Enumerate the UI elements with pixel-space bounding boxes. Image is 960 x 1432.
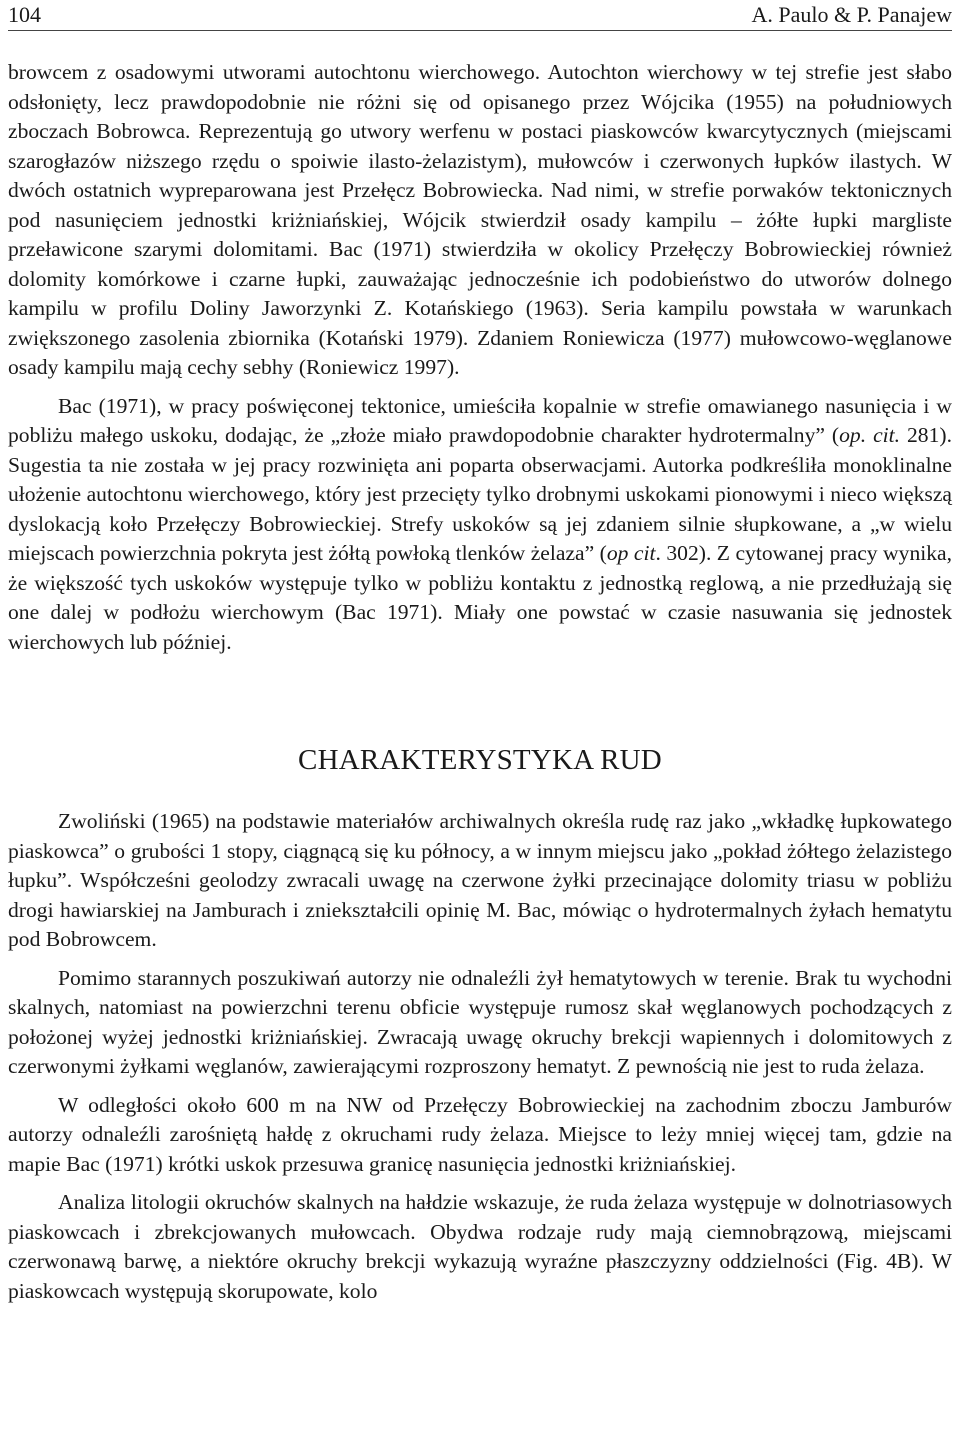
paragraph [8, 1091, 952, 1180]
paragraph [8, 392, 952, 658]
running-head: A. Paulo & P. Panajew [751, 2, 952, 27]
page-header [8, 2, 952, 31]
italic-citation: op. cit. [839, 423, 901, 447]
text-run: browcem z osadowymi utworami autochtonu wierchowego. Autochton wierchowy w tej strefie jest słabo odsłonięty, lecz prawdopodobnie nie różni się od opisanego przez Wójcika (1955) na południowych zboczach Bobrowca. Reprezentują go utwory werfenu w postaci piaskowców kwarcytycznych (miejscami szarogłazów niższego rzędu o spoiwie ilasto-żelazistym), mułowców i czerwonych łupków ilastych. W dwóch ostatnich wypreparowana jest Przełęcz Bobrowiecka. Nad nimi, w strefie porwaków tektonicznych pod nasunięciem jednostki kriżniańskiej, Wójcik stwierdził osady kampilu – żółte łupki margliste przeławicone szarymi dolomitami. Bac (1971) stwierdziła w okolicy Przełęczy Bobrowieckiej również dolomity komórkowe i czarne łupki, zauważając jednocześnie ich podobieństwo do utworów dolnego kampilu w profilu Doliny Jaworzynki Z. Kotańskiego (1963). Seria kampilu powstała w warunkach zwiększonego zasolenia zbiornika (Kotański 1979). Zdaniem Roniewicza (1977) mułowcowo-węglanowe osady kampilu mają cechy sebhy (Roniewicz 1997). [8, 60, 952, 379]
paragraph [8, 58, 952, 383]
paragraph [8, 807, 952, 955]
paragraph [8, 1188, 952, 1306]
page-body [8, 58, 952, 1306]
text-run: 281). Sugestia ta nie została w jej pracy rozwinięta ani poparta obserwacjami. Autorka podkreśliła monoklinalne ułożenie autochtonu wierchowego, który jest przecięty tylko drobnymi uskokami pionowymi i nieco większą dyslokacją koło Przełęczy Bobrowieckiej. Strefy uskoków są jej zdaniem silnie słupkowane, a „w wielu miejscach powierzchnia pokryta jest żółtą powłoką tlenków żelaza” ( [8, 423, 952, 565]
italic-citation: op cit [606, 541, 656, 565]
text-run: W odległości około 600 m na NW od Przełęczy Bobrowieckiej na zachodnim zboczu Jamburów autorzy odnaleźli zarośniętą hałdę z okruchami rudy żelaza. Miejsce to leży mniej więcej tam, gdzie na mapie Bac (1971) krótki uskok przesuwa granicę nasunięcia jednostki kriżniańskiej. [8, 1092, 952, 1176]
text-run: Pomimo starannych poszukiwań autorzy nie odnaleźli żył hematytowych w terenie. Brak tu wychodni skalnych, natomiast na powierzchni terenu obficie występuje rumosz skał węglanowych pochodzących z położonej wyżej jednostki kriżniańskiej. Zwracają uwagę okruchy brekcji wapiennych i dolomitowych z czerwonymi żyłkami węglanów, zawierającymi rozproszony hematyt. Z pewnością nie jest to ruda żelaza. [8, 965, 952, 1078]
text-run: Zwoliński (1965) na podstawie materiałów archiwalnych określa rudę raz jako „wkładkę łupkowatego piaskowca” o grubości 1 stopy, ciągnącą się ku północy, a w innym miejscu jako „pokład żółtego żelazistego łupku”. Współcześni geolodzy zwracali uwagę na czerwone żyłki przecinające dolomity triasu w pobliżu drogi hawiarskiej na Jamburach i zniekształcili opinię M. Bac, mówiąc o hydrotermalnych żyłach hematytu pod Bobrowcem. [8, 809, 952, 951]
paragraph [8, 964, 952, 1082]
text-run: Bac (1971), w pracy poświęconej tektonice, umieściła kopalnie w strefie omawianego nasunięcia i w pobliżu małego uskoku, dodając, że „złoże miało prawdopodobnie charakter hydrotermalny” ( [8, 393, 952, 447]
section-heading: CHARAKTERYSTYKA RUD [298, 744, 662, 776]
text-run: Analiza litologii okruchów skalnych na hałdzie wskazuje, że ruda żelaza występuje w dolnotriasowych piaskowcach i zbrekcjowanych mułowcach. Obydwa rodzaje rudy mają ciemnobrązową, miejscami czerwonawą barwę, a niektóre okruchy brekcji wykazują wyraźne płaszczyzny oddzielności (Fig. 4B). W piaskowcach występują skorupowate, kolo [8, 1190, 952, 1303]
body-text-bottom [8, 807, 952, 1306]
body-text-top [8, 58, 952, 657]
page-number: 104 [8, 2, 41, 27]
text-run: . 302). Z cytowanej pracy wynika, że większość tych uskoków występuje tylko w pobliżu kontaktu z jednostką reglową, a nie przedłużają się one dalej w podłożu wierchowym (Bac 1971). Miały one powstać w czasie nasuwania się jednostek wierchowych lub później. [8, 541, 953, 654]
